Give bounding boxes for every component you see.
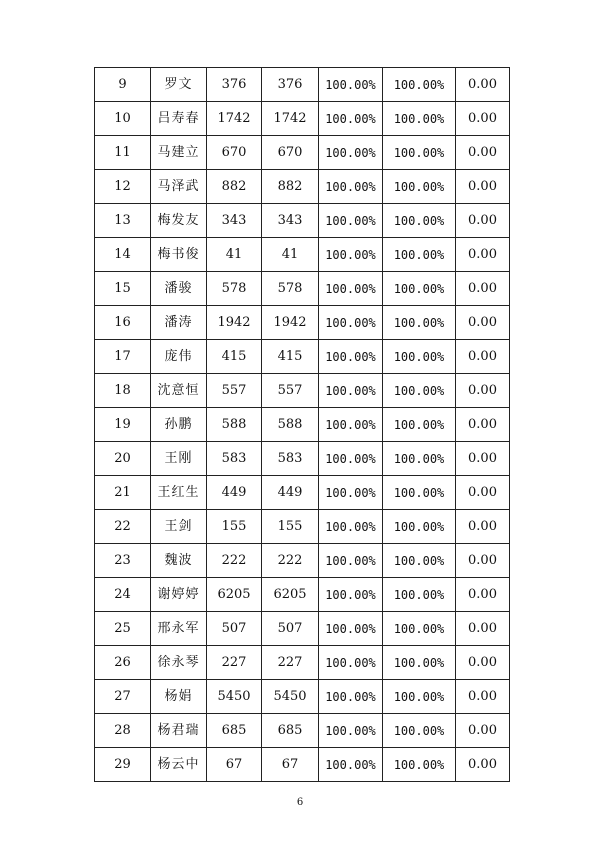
percent-1-cell: 100.00% bbox=[319, 510, 383, 544]
percent-2-cell: 100.00% bbox=[383, 374, 456, 408]
value-a-cell: 5450 bbox=[207, 680, 262, 714]
percent-2-cell: 100.00% bbox=[383, 408, 456, 442]
value-a-cell: 670 bbox=[207, 136, 262, 170]
percent-1-cell: 100.00% bbox=[319, 238, 383, 272]
percent-1-cell: 100.00% bbox=[319, 442, 383, 476]
value-a-cell: 1942 bbox=[207, 306, 262, 340]
percent-1-cell: 100.00% bbox=[319, 680, 383, 714]
percent-1-cell: 100.00% bbox=[319, 714, 383, 748]
value-a-cell: 415 bbox=[207, 340, 262, 374]
percent-2-cell: 100.00% bbox=[383, 510, 456, 544]
value-c-cell: 0.00 bbox=[456, 612, 510, 646]
row-number-cell: 18 bbox=[95, 374, 151, 408]
percent-1-cell: 100.00% bbox=[319, 136, 383, 170]
page-number: 6 bbox=[296, 797, 304, 808]
value-b-cell: 1742 bbox=[262, 102, 319, 136]
percent-2-cell: 100.00% bbox=[383, 714, 456, 748]
percent-1-cell: 100.00% bbox=[319, 646, 383, 680]
table-row bbox=[95, 102, 510, 136]
table-row bbox=[95, 714, 510, 748]
value-c-cell: 0.00 bbox=[456, 442, 510, 476]
row-number-cell: 12 bbox=[95, 170, 151, 204]
value-b-cell: 449 bbox=[262, 476, 319, 510]
value-c-cell: 0.00 bbox=[456, 748, 510, 782]
name-cell: 梅书俊 bbox=[151, 238, 207, 272]
value-a-cell: 6205 bbox=[207, 578, 262, 612]
percent-2-cell: 100.00% bbox=[383, 238, 456, 272]
name-cell: 马泽武 bbox=[151, 170, 207, 204]
table-row bbox=[95, 646, 510, 680]
percent-1-cell: 100.00% bbox=[319, 578, 383, 612]
value-b-cell: 376 bbox=[262, 68, 319, 102]
value-c-cell: 0.00 bbox=[456, 306, 510, 340]
percent-1-cell: 100.00% bbox=[319, 374, 383, 408]
percent-1-cell: 100.00% bbox=[319, 204, 383, 238]
table-row bbox=[95, 748, 510, 782]
value-b-cell: 1942 bbox=[262, 306, 319, 340]
percent-1-cell: 100.00% bbox=[319, 68, 383, 102]
table-row bbox=[95, 170, 510, 204]
value-b-cell: 588 bbox=[262, 408, 319, 442]
value-a-cell: 222 bbox=[207, 544, 262, 578]
value-a-cell: 376 bbox=[207, 68, 262, 102]
table-row bbox=[95, 340, 510, 374]
value-c-cell: 0.00 bbox=[456, 204, 510, 238]
percent-1-cell: 100.00% bbox=[319, 170, 383, 204]
value-c-cell: 0.00 bbox=[456, 714, 510, 748]
name-cell: 杨娟 bbox=[151, 680, 207, 714]
percent-1-cell: 100.00% bbox=[319, 612, 383, 646]
name-cell: 孙鹏 bbox=[151, 408, 207, 442]
name-cell: 王剑 bbox=[151, 510, 207, 544]
table-row bbox=[95, 272, 510, 306]
value-c-cell: 0.00 bbox=[456, 272, 510, 306]
value-a-cell: 343 bbox=[207, 204, 262, 238]
table-row bbox=[95, 476, 510, 510]
percent-2-cell: 100.00% bbox=[383, 442, 456, 476]
percent-2-cell: 100.00% bbox=[383, 170, 456, 204]
value-c-cell: 0.00 bbox=[456, 408, 510, 442]
percent-2-cell: 100.00% bbox=[383, 340, 456, 374]
table-row bbox=[95, 442, 510, 476]
row-number-cell: 16 bbox=[95, 306, 151, 340]
percent-2-cell: 100.00% bbox=[383, 68, 456, 102]
value-a-cell: 685 bbox=[207, 714, 262, 748]
table-row bbox=[95, 374, 510, 408]
value-c-cell: 0.00 bbox=[456, 646, 510, 680]
value-c-cell: 0.00 bbox=[456, 238, 510, 272]
row-number-cell: 24 bbox=[95, 578, 151, 612]
percent-2-cell: 100.00% bbox=[383, 748, 456, 782]
value-b-cell: 5450 bbox=[262, 680, 319, 714]
value-a-cell: 1742 bbox=[207, 102, 262, 136]
table-row bbox=[95, 680, 510, 714]
row-number-cell: 10 bbox=[95, 102, 151, 136]
value-b-cell: 583 bbox=[262, 442, 319, 476]
value-a-cell: 67 bbox=[207, 748, 262, 782]
name-cell: 王红生 bbox=[151, 476, 207, 510]
value-c-cell: 0.00 bbox=[456, 136, 510, 170]
table-row bbox=[95, 612, 510, 646]
name-cell: 梅发友 bbox=[151, 204, 207, 238]
value-b-cell: 557 bbox=[262, 374, 319, 408]
row-number-cell: 9 bbox=[95, 68, 151, 102]
percent-2-cell: 100.00% bbox=[383, 612, 456, 646]
row-number-cell: 29 bbox=[95, 748, 151, 782]
value-c-cell: 0.00 bbox=[456, 340, 510, 374]
row-number-cell: 17 bbox=[95, 340, 151, 374]
name-cell: 徐永琴 bbox=[151, 646, 207, 680]
table-row bbox=[95, 204, 510, 238]
percent-2-cell: 100.00% bbox=[383, 646, 456, 680]
value-c-cell: 0.00 bbox=[456, 680, 510, 714]
percent-1-cell: 100.00% bbox=[319, 306, 383, 340]
table-row bbox=[95, 408, 510, 442]
value-b-cell: 685 bbox=[262, 714, 319, 748]
value-c-cell: 0.00 bbox=[456, 170, 510, 204]
row-number-cell: 13 bbox=[95, 204, 151, 238]
value-c-cell: 0.00 bbox=[456, 544, 510, 578]
name-cell: 杨君瑞 bbox=[151, 714, 207, 748]
value-a-cell: 557 bbox=[207, 374, 262, 408]
table-row bbox=[95, 68, 510, 102]
percent-1-cell: 100.00% bbox=[319, 748, 383, 782]
value-b-cell: 882 bbox=[262, 170, 319, 204]
value-c-cell: 0.00 bbox=[456, 578, 510, 612]
name-cell: 庞伟 bbox=[151, 340, 207, 374]
row-number-cell: 15 bbox=[95, 272, 151, 306]
name-cell: 马建立 bbox=[151, 136, 207, 170]
percent-2-cell: 100.00% bbox=[383, 578, 456, 612]
value-b-cell: 578 bbox=[262, 272, 319, 306]
value-b-cell: 670 bbox=[262, 136, 319, 170]
value-b-cell: 155 bbox=[262, 510, 319, 544]
percent-1-cell: 100.00% bbox=[319, 408, 383, 442]
value-c-cell: 0.00 bbox=[456, 510, 510, 544]
name-cell: 谢婷婷 bbox=[151, 578, 207, 612]
percent-1-cell: 100.00% bbox=[319, 476, 383, 510]
value-c-cell: 0.00 bbox=[456, 102, 510, 136]
percent-1-cell: 100.00% bbox=[319, 272, 383, 306]
name-cell: 吕寿春 bbox=[151, 102, 207, 136]
table-row bbox=[95, 544, 510, 578]
percent-2-cell: 100.00% bbox=[383, 272, 456, 306]
value-b-cell: 41 bbox=[262, 238, 319, 272]
row-number-cell: 28 bbox=[95, 714, 151, 748]
percent-1-cell: 100.00% bbox=[319, 544, 383, 578]
value-a-cell: 41 bbox=[207, 238, 262, 272]
row-number-cell: 27 bbox=[95, 680, 151, 714]
table-body bbox=[95, 68, 510, 782]
row-number-cell: 21 bbox=[95, 476, 151, 510]
value-c-cell: 0.00 bbox=[456, 374, 510, 408]
value-a-cell: 578 bbox=[207, 272, 262, 306]
percent-2-cell: 100.00% bbox=[383, 204, 456, 238]
percent-2-cell: 100.00% bbox=[383, 680, 456, 714]
value-a-cell: 227 bbox=[207, 646, 262, 680]
value-a-cell: 882 bbox=[207, 170, 262, 204]
percent-1-cell: 100.00% bbox=[319, 340, 383, 374]
data-table-container bbox=[94, 67, 509, 782]
row-number-cell: 14 bbox=[95, 238, 151, 272]
value-a-cell: 588 bbox=[207, 408, 262, 442]
value-b-cell: 415 bbox=[262, 340, 319, 374]
row-number-cell: 25 bbox=[95, 612, 151, 646]
name-cell: 杨云中 bbox=[151, 748, 207, 782]
row-number-cell: 23 bbox=[95, 544, 151, 578]
percent-2-cell: 100.00% bbox=[383, 102, 456, 136]
name-cell: 潘涛 bbox=[151, 306, 207, 340]
value-b-cell: 507 bbox=[262, 612, 319, 646]
row-number-cell: 11 bbox=[95, 136, 151, 170]
table-row bbox=[95, 578, 510, 612]
row-number-cell: 20 bbox=[95, 442, 151, 476]
table-row bbox=[95, 238, 510, 272]
row-number-cell: 22 bbox=[95, 510, 151, 544]
value-a-cell: 507 bbox=[207, 612, 262, 646]
table-row bbox=[95, 136, 510, 170]
row-number-cell: 26 bbox=[95, 646, 151, 680]
value-c-cell: 0.00 bbox=[456, 68, 510, 102]
table-row bbox=[95, 306, 510, 340]
data-table bbox=[94, 67, 510, 782]
name-cell: 邢永军 bbox=[151, 612, 207, 646]
name-cell: 沈意恒 bbox=[151, 374, 207, 408]
value-b-cell: 67 bbox=[262, 748, 319, 782]
value-c-cell: 0.00 bbox=[456, 476, 510, 510]
value-a-cell: 583 bbox=[207, 442, 262, 476]
name-cell: 魏波 bbox=[151, 544, 207, 578]
row-number-cell: 19 bbox=[95, 408, 151, 442]
percent-1-cell: 100.00% bbox=[319, 102, 383, 136]
value-a-cell: 449 bbox=[207, 476, 262, 510]
name-cell: 王刚 bbox=[151, 442, 207, 476]
percent-2-cell: 100.00% bbox=[383, 544, 456, 578]
value-a-cell: 155 bbox=[207, 510, 262, 544]
percent-2-cell: 100.00% bbox=[383, 476, 456, 510]
value-b-cell: 222 bbox=[262, 544, 319, 578]
percent-2-cell: 100.00% bbox=[383, 136, 456, 170]
value-b-cell: 227 bbox=[262, 646, 319, 680]
table-row bbox=[95, 510, 510, 544]
percent-2-cell: 100.00% bbox=[383, 306, 456, 340]
name-cell: 罗文 bbox=[151, 68, 207, 102]
name-cell: 潘骏 bbox=[151, 272, 207, 306]
value-b-cell: 6205 bbox=[262, 578, 319, 612]
value-b-cell: 343 bbox=[262, 204, 319, 238]
